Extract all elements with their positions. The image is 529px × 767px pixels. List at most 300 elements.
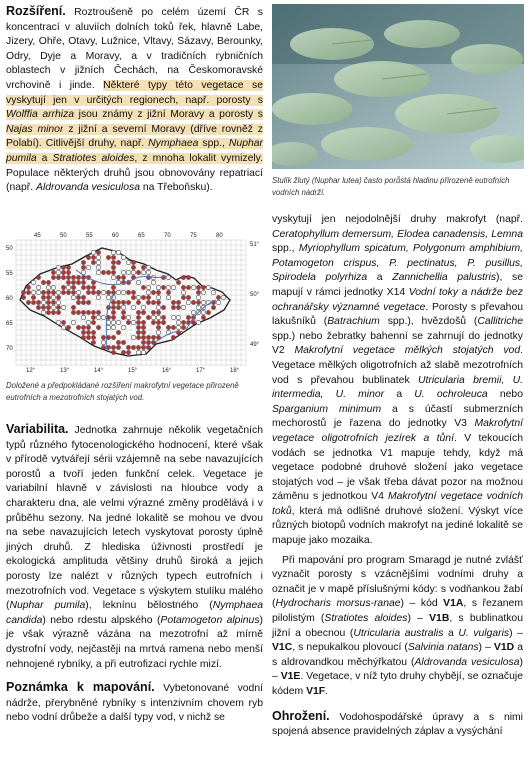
occurrence-dot [141,350,145,354]
map-latitude-label: 51° [250,242,260,248]
occurrence-dot [111,265,115,269]
occurrence-dot [196,300,200,304]
right-column [272,213,523,740]
occurrence-dot [116,340,120,344]
occurrence-dot [141,305,145,309]
occurrence-dot [111,315,115,319]
occurrence-dot [106,335,110,339]
occurrence-dot [126,270,130,274]
occurrence-dot [121,275,125,279]
occurrence-dot [141,335,145,339]
occurrence-dot [111,320,115,324]
occurrence-dot [71,310,75,314]
water-lily-photo [272,4,524,169]
occurrence-dot [96,310,100,314]
occurrence-dot [136,315,140,319]
occurrence-dot [71,280,75,284]
map-caption: Doložené a předpokládané rozšíření makrofytní vegetace přirozeně eutrofních a mezotrofních stojatých vod. [6,381,239,402]
occurrence-dot [26,285,30,289]
occurrence-dot [106,290,110,294]
distribution-map [6,230,264,373]
occurrence-dot [26,290,30,294]
occurrence-dot [146,340,150,344]
occurrence-dot [151,280,155,284]
occurrence-dot [111,270,115,274]
occurrence-dot [81,310,85,314]
map-longitude-label: 14° [94,368,104,373]
occurrence-dot [61,290,65,294]
occurrence-dot [86,320,90,324]
occurrence-dot [151,310,155,314]
occurrence-dot [186,275,190,279]
occurrence-dot [81,295,85,299]
occurrence-dot [211,290,215,294]
distribution-map-svg [6,230,264,373]
occurrence-dot [46,280,50,284]
occurrence-dot [86,285,90,289]
occurrence-dot [121,310,125,314]
occurrence-dot [91,255,95,259]
occurrence-dot [91,260,95,264]
map-latitude-label: 50° [250,292,260,298]
occurrence-dot [141,320,145,324]
occurrence-dot [141,340,145,344]
occurrence-dot [146,315,150,319]
occurrence-dot [161,285,165,289]
occurrence-dot [116,320,120,324]
occurrence-dot [176,280,180,284]
occurrence-dot [111,255,115,259]
occurrence-dot [126,320,130,324]
occurrence-dot [101,340,105,344]
mapping-note-continued: vyskytují jen nejodolnější druhy makrofyt (např. Ceratophyllum demersum, Elodea canadensis, Lemna spp., Myriophyllum spicatum, Polygonum amphibium, Potamogeton crispus, P. pectinatus, P. pusillus, Spirodela polyrhiza a Zannichellia palustris), se mapují v rámci jednotky X14 Vodní toky a nádrže bez ochranářsky významné vegetace. Porosty s převahou lakušníků (Batrachium spp.), hvězdošů (Callitriche spp.) nebo žebratky bahenní se zahrnují do jednotky V2 Makrofytní vegetace mělkých stojatých vod. Vegetace mělkých oligotrofních až slabě mezotrofních vod s převahou bublinatek Utricularia bremii, U. intermedia, U. minor a U. ochroleuca nebo Sparganium minimum a s účastí submerzních mechorostů je řazena do jednotky V3 Makrofytní vegetace oligotrofních jezírek a tůní. V tekoucích vodách se jednotka V1 mapuje tehdy, když má vegetace podobné druhové složení jako vegetace stojatých vod – je však třeba dávat pozor na možnou záměnu s jednotkou V4 Makrofytní vegetace vodních toků, která má odlišné druhové složení. Výskyt více různých biotopů vodních makrofyt na jediné lokalitě se mapuje jako mozaika. [272,214,524,547]
occurrence-dot [56,265,60,269]
occurrence-dot [121,305,125,309]
occurrence-dot [101,345,105,349]
occurrence-dot [171,305,175,309]
occurrence-dot [81,335,85,339]
occurrence-dot [211,305,215,309]
occurrence-dot [136,325,140,329]
occurrence-dot [66,265,70,269]
occurrence-dot [66,290,70,294]
occurrence-dot [126,300,130,304]
variability-text: Jednotka zahrnuje několik vegetačních typů různého fytocenologického hodnocení, které však v přírodě vytvářejí sérii vzájemně na sebe navazujících porostů a tvoří jeden funkční celek. Vegetace je variabilní hlavně v závislosti na hloubce vody a charakteru dna, ale velmi výrazné změny prodělává i v průběhu sezony. Na jedné lokalitě se mohou ve dvou na sebe navazujících letech vyskytovat porosty úplně jiných druhů. Z hlediska úživnosti prostředí je ekologická amplituda většiny druhů široká a jejich porosty lze nalézt v různých typech eutrofních i mezotrofních vod. Vegetace s výskytem stulíku malého (Nuphar pumila), leknínu bělostného (Nymphaea candida) nebo rdestu alpského (Potamogeton alpinus) je však výrazně vázána na mezotrofní až mírně dystrofní vody, nejčastěji na mrtvá ramena nebo menší nehnojené rybníky, a při eutrofizaci rychle mizí. [6,425,263,670]
occurrence-dot [156,300,160,304]
occurrence-dot [121,340,125,344]
occurrence-dot [201,285,205,289]
occurrence-dot [96,250,100,254]
occurrence-dot [131,345,135,349]
occurrence-dot [56,305,60,309]
variability-heading: Variabilita. [6,422,69,436]
distribution-text: Roztroušeně po celém území ČR s koncentrací v aluviích dolních toků řek, hlavně Labe, Jizery, Ohře, Otavy, Lužnice, Vltavy, Sázavy, Berounky, Odry, Dyje a Moravy, a v tradičních rybničních oblastech v jižních Čechách, na Českomoravské vrchovině i jinde. Některé typy této vegetace se vyskytují jen v určitých regionech, např. porosty s Wolffia arrhiza jsou známy z jižní Moravy a porosty s Najas minor z jižní a severní Moravy (dříve rovněž z Polabí). Citlivější druhy, např. Nymphaea spp., Nuphar pumila a Stratiotes aloides, z mnoha lokalit vymizely. Populace některých druhů jsou obnovovány repatriací (např. Aldrovanda vesiculosa na Třeboňsku). [6,7,264,194]
occurrence-dot [121,325,125,329]
occurrence-dot [216,300,220,304]
occurrence-dot [136,320,140,324]
occurrence-dot [131,270,135,274]
occurrence-dot [206,285,210,289]
map-grid-number: 55 [86,233,93,239]
occurrence-dot [146,300,150,304]
occurrence-dot [111,350,115,354]
occurrence-dot [186,300,190,304]
occurrence-dot [91,335,95,339]
occurrence-dot [196,295,200,299]
occurrence-dot [136,280,140,284]
occurrence-dot [36,305,40,309]
occurrence-dot [156,315,160,319]
occurrence-dot [156,325,160,329]
occurrence-dot [51,275,55,279]
occurrence-dot [116,290,120,294]
occurrence-dot [41,280,45,284]
occurrence-dot [61,320,65,324]
map-longitude-label: 18° [230,368,240,373]
occurrence-dot [121,315,125,319]
occurrence-dot [76,275,80,279]
occurrence-dot [146,290,150,294]
occurrence-dot [136,345,140,349]
occurrence-dot [61,305,65,309]
occurrence-dot [111,310,115,314]
map-grid-number: 70 [6,346,13,352]
occurrence-dot [56,300,60,304]
occurrence-dot [96,265,100,269]
occurrence-dot [151,340,155,344]
occurrence-dot [171,335,175,339]
occurrence-dot [146,345,150,349]
occurrence-dot [116,330,120,334]
occurrence-dot [111,345,115,349]
occurrence-dot [71,285,75,289]
occurrence-dot [51,310,55,314]
occurrence-dot [146,270,150,274]
occurrence-dot [176,305,180,309]
occurrence-dot [156,305,160,309]
occurrence-dot [131,295,135,299]
occurrence-dot [111,300,115,304]
occurrence-dot [76,295,80,299]
occurrence-dot [171,285,175,289]
occurrence-dot [131,320,135,324]
map-grid-number: 60 [6,296,13,302]
occurrence-dot [146,285,150,289]
occurrence-dot [181,275,185,279]
occurrence-dot [126,350,130,354]
occurrence-dot [71,305,75,309]
occurrence-dot [161,320,165,324]
occurrence-dot [121,300,125,304]
occurrence-dot [106,255,110,259]
map-longitude-label: 17° [196,368,206,373]
occurrence-dot [66,280,70,284]
occurrence-dot [86,255,90,259]
occurrence-dot [146,335,150,339]
occurrence-dot [56,295,60,299]
map-grid-number: 55 [6,271,13,277]
occurrence-dot [191,300,195,304]
occurrence-dot [126,290,130,294]
occurrence-dot [101,315,105,319]
occurrence-dot [56,290,60,294]
occurrence-dot [66,325,70,329]
occurrence-dot [176,300,180,304]
occurrence-dot [76,290,80,294]
occurrence-dot [156,330,160,334]
occurrence-dot [131,305,135,309]
occurrence-dot [111,260,115,264]
occurrence-dot [31,280,35,284]
occurrence-dot [96,255,100,259]
occurrence-dot [41,305,45,309]
occurrence-dot [91,315,95,319]
occurrence-dot [141,265,145,269]
map-grid-number: 45 [34,233,41,239]
occurrence-dot [111,325,115,329]
occurrence-dot [41,295,45,299]
occurrence-dot [71,320,75,324]
occurrence-dot [86,335,90,339]
map-grid-number: 60 [112,233,119,239]
occurrence-dot [51,270,55,274]
occurrence-dot [81,330,85,334]
map-longitude-label: 13° [60,368,70,373]
occurrence-dot [141,345,145,349]
occurrence-dot [151,290,155,294]
occurrence-dot [56,275,60,279]
mapping-note-text: Vybetonované vodní nádrže, přerybněné rybníky s intenzivním chovem ryb nebo vodní drůbeže a další typy vod, v nichž se [6,683,263,724]
occurrence-dot [176,325,180,329]
occurrence-dot [116,305,120,309]
occurrence-dot [41,300,45,304]
occurrence-dot [86,330,90,334]
occurrence-dot [91,250,95,254]
occurrence-dot [61,265,65,269]
occurrence-dot [116,275,120,279]
occurrence-dot [66,285,70,289]
occurrence-dot [51,300,55,304]
occurrence-dot [46,300,50,304]
occurrence-dot [21,295,25,299]
occurrence-dot [36,275,40,279]
occurrence-dot [116,250,120,254]
occurrence-dot [106,325,110,329]
occurrence-dot [81,325,85,329]
occurrence-dot [91,290,95,294]
map-longitude-label: 15° [128,368,138,373]
occurrence-dot [71,290,75,294]
occurrence-dot [181,320,185,324]
occurrence-dot [51,290,55,294]
occurrence-dot [116,260,120,264]
occurrence-dot [136,300,140,304]
occurrence-dot [176,320,180,324]
occurrence-dot [181,290,185,294]
occurrence-dot [81,285,85,289]
occurrence-dot [51,295,55,299]
occurrence-dot [121,270,125,274]
occurrence-dot [96,295,100,299]
occurrence-dot [121,290,125,294]
occurrence-dot [96,260,100,264]
occurrence-dot [141,270,145,274]
occurrence-dot [111,305,115,309]
occurrence-dot [96,325,100,329]
occurrence-dot [136,295,140,299]
occurrence-dot [136,310,140,314]
smaragd-paragraph: Při mapování pro program Smaragd je nutné zvlášť vyznačit porosty s vzácnějšími vodními druhy a označit je v mapě příslušnými kódy: s vodňankou žabí (Hydrocharis morsus-ranae) – kód V1A, s řezanem pilolistým (Stratiotes aloides) – V1B, s bublinatkou jižní a obecnou (Utricularia australis a U. vulgaris) – V1C, s nepukalkou plovoucí (Salvinia natans) – V1D a s aldrovandkou měchýřkatou (Aldrovanda vesiculosa) – V1E. Vegetace, v níž tyto druhy chybějí, se označuje kódem V1F. [272,554,523,697]
map-latitude-label: 49° [250,342,260,348]
occurrence-dot [116,345,120,349]
occurrence-dot [166,290,170,294]
occurrence-dot [101,290,105,294]
occurrence-dot [156,310,160,314]
occurrence-dot [81,300,85,304]
occurrence-dot [186,295,190,299]
occurrence-dot [196,285,200,289]
mapping-note-heading: Poznámka k mapování. [6,680,155,695]
occurrence-dot [111,285,115,289]
map-grid-number: 50 [6,246,13,252]
map-grid-number: 70 [164,233,171,239]
occurrence-dot [76,325,80,329]
occurrence-dot [81,280,85,284]
occurrence-dot [81,265,85,269]
occurrence-dot [161,315,165,319]
occurrence-dot [156,285,160,289]
occurrence-dot [171,325,175,329]
occurrence-dot [46,295,50,299]
occurrence-dot [106,345,110,349]
occurrence-dot [201,290,205,294]
occurrence-dot [86,325,90,329]
occurrence-dot [196,320,200,324]
occurrence-dot [156,320,160,324]
occurrence-dot [46,305,50,309]
occurrence-dot [71,275,75,279]
occurrence-dot [141,330,145,334]
occurrence-dot [66,270,70,274]
occurrence-dot [41,310,45,314]
occurrence-dot [181,295,185,299]
occurrence-dot [96,315,100,319]
occurrence-dot [166,325,170,329]
occurrence-dot [131,265,135,269]
distribution-heading: Rozšíření. [6,4,66,18]
occurrence-dot [161,305,165,309]
occurrence-dot [86,310,90,314]
occurrence-dot [146,275,150,279]
occurrence-dot [201,315,205,319]
occurrence-dot [146,265,150,269]
occurrence-dot [191,310,195,314]
occurrence-dot [151,320,155,324]
occurrence-dot [131,290,135,294]
map-longitude-label: 16° [162,368,172,373]
occurrence-dot [171,300,175,304]
occurrence-dot [106,295,110,299]
map-grid-number: 65 [6,321,13,327]
photo-caption: Stulík žlutý (Nuphar lutea) často porůstá hladinu přirozeně eutrofních vodních nádrží. [272,176,510,197]
occurrence-dot [91,320,95,324]
occurrence-dot [56,320,60,324]
map-grid-number: 65 [138,233,145,239]
occurrence-dot [126,260,130,264]
occurrence-dot [121,255,125,259]
occurrence-dot [71,295,75,299]
water-lily-image [272,4,524,169]
occurrence-dot [91,330,95,334]
occurrence-dot [136,335,140,339]
occurrence-dot [36,290,40,294]
occurrence-dot [166,275,170,279]
occurrence-dot [101,270,105,274]
occurrence-dot [151,315,155,319]
occurrence-dot [141,295,145,299]
distribution-section [6,4,263,196]
occurrence-dot [61,270,65,274]
occurrence-dot [156,290,160,294]
occurrence-dot [191,320,195,324]
occurrence-dot [76,310,80,314]
map-longitude-label: 12° [26,368,36,373]
occurrence-dot [151,335,155,339]
occurrence-dot [86,290,90,294]
occurrence-dot [111,275,115,279]
occurrence-dot [86,300,90,304]
variability-section [6,422,263,726]
occurrence-dot [121,350,125,354]
occurrence-dot [46,290,50,294]
occurrence-dot [36,300,40,304]
occurrence-dot [61,325,65,329]
occurrence-dot [156,295,160,299]
occurrence-dot [196,290,200,294]
occurrence-dot [26,300,30,304]
occurrence-dot [221,295,225,299]
occurrence-dot [31,295,35,299]
occurrence-dot [166,295,170,299]
occurrence-dot [56,270,60,274]
occurrence-dot [181,325,185,329]
occurrence-dot [201,310,205,314]
occurrence-dot [46,285,50,289]
occurrence-dot [61,285,65,289]
occurrence-dot [201,300,205,304]
occurrence-dot [76,300,80,304]
occurrence-dot [141,325,145,329]
occurrence-dot [56,310,60,314]
occurrence-dot [126,345,130,349]
occurrence-dot [61,275,65,279]
occurrence-dot [131,335,135,339]
occurrence-dot [126,315,130,319]
occurrence-dot [141,310,145,314]
occurrence-dot [186,315,190,319]
occurrence-dot [51,305,55,309]
occurrence-dot [111,335,115,339]
occurrence-dot [66,275,70,279]
threats-heading: Ohrožení. [272,708,330,723]
occurrence-dot [166,285,170,289]
occurrence-dot [81,260,85,264]
occurrence-dot [186,285,190,289]
occurrence-dot [91,285,95,289]
occurrence-dot [31,290,35,294]
occurrence-dot [176,315,180,319]
occurrence-dot [146,295,150,299]
